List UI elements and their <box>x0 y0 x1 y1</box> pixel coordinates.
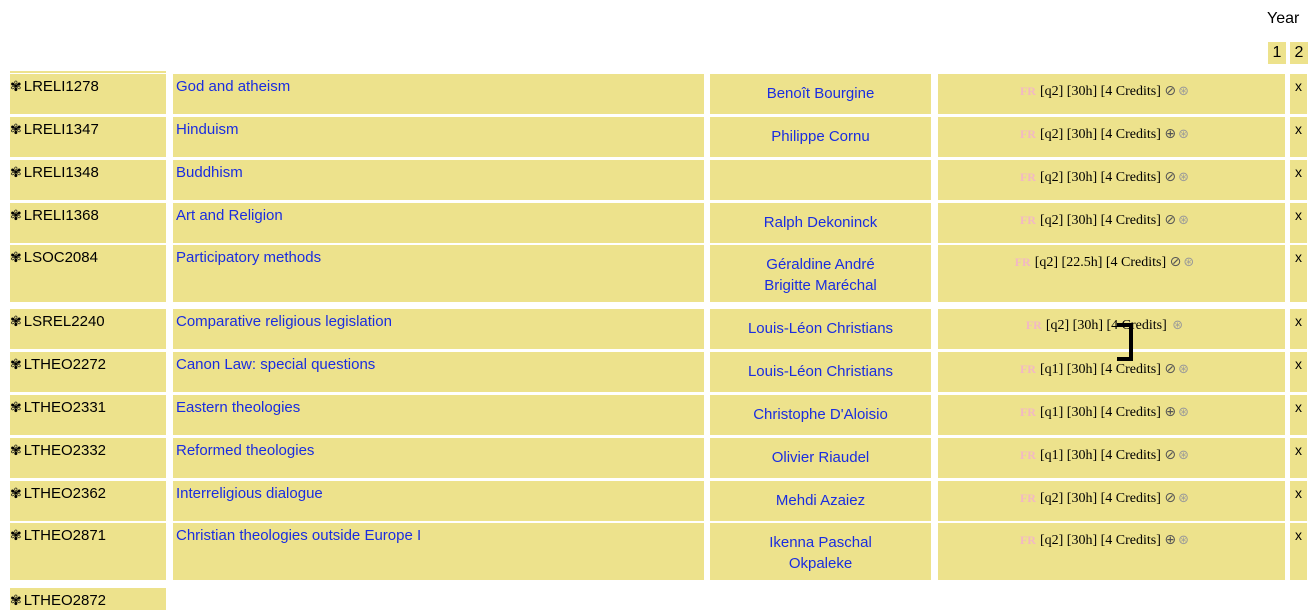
mode-icon: ⊕ <box>1164 532 1177 548</box>
course-title-link[interactable]: Hinduism <box>176 121 239 138</box>
course-title-cell <box>173 523 704 580</box>
course-details: [q1] [30h] [4 Credits] <box>1039 362 1161 377</box>
mode-icon: ⊕ <box>1164 126 1177 142</box>
globe-icon: ⊛ <box>1178 362 1190 377</box>
course-info-cell <box>938 352 1271 392</box>
year-1-cell <box>1268 438 1285 478</box>
course-code <box>10 245 166 302</box>
language-badge: FR <box>1019 362 1036 376</box>
mode-icon: ⊘ <box>1164 447 1177 463</box>
course-title-cell <box>173 438 704 478</box>
year-2-cell <box>1290 352 1307 392</box>
course-title-link[interactable]: Canon Law: special questions <box>176 356 376 373</box>
teacher-link[interactable]: Olivier Riaudel <box>771 449 870 466</box>
language-badge: FR <box>1019 127 1036 141</box>
language-badge: FR <box>1019 405 1036 419</box>
year-2-mark: x <box>1295 313 1302 329</box>
course-code <box>10 588 166 610</box>
year-1-cell <box>1268 309 1285 349</box>
teacher-cell <box>710 245 931 302</box>
course-info-cell <box>938 309 1271 349</box>
course-details: [q2] [22.5h] [4 Credits] <box>1034 255 1167 270</box>
globe-icon: ⊛ <box>1178 84 1190 99</box>
course-title-cell <box>173 395 704 435</box>
course-info-cell <box>938 395 1271 435</box>
year-2-cell <box>1290 481 1307 521</box>
year-2-cell <box>1290 74 1307 114</box>
language-badge: FR <box>1019 448 1036 462</box>
year-2-header: 2 <box>1290 42 1308 64</box>
course-details: [q2] [30h] [4 Credits] <box>1039 533 1161 548</box>
bracket-marker <box>1117 323 1133 361</box>
course-title-link[interactable]: God and atheism <box>176 78 291 95</box>
language-badge: FR <box>1019 213 1036 227</box>
globe-icon: ⊛ <box>1178 405 1190 420</box>
language-badge: FR <box>1014 255 1031 269</box>
year-1-cell <box>1268 352 1285 392</box>
globe-icon: ⊛ <box>1178 448 1190 463</box>
teacher-link[interactable]: Brigitte Maréchal <box>764 277 877 294</box>
cross-icon[interactable]: ✾ <box>10 486 22 502</box>
cross-icon[interactable]: ✾ <box>10 314 22 330</box>
cross-icon[interactable]: ✾ <box>10 443 22 459</box>
course-title-cell <box>173 309 704 349</box>
year-2-mark: x <box>1295 249 1302 265</box>
course-details: [q2] [30h] [4 Credits] <box>1039 84 1161 99</box>
year-2-cell <box>1290 160 1307 200</box>
cross-icon[interactable]: ✾ <box>10 250 22 266</box>
year-2-cell <box>1290 245 1307 302</box>
teacher-link[interactable]: Louis-Léon Christians <box>747 320 894 337</box>
course-info-cell <box>938 523 1271 580</box>
teacher-link[interactable]: Ikenna Paschal <box>769 534 872 551</box>
year-2-cell <box>1290 395 1307 435</box>
mode-icon: ⊘ <box>1169 254 1182 270</box>
course-code <box>10 481 166 521</box>
cross-icon[interactable]: ✾ <box>10 593 22 609</box>
course-title-link[interactable]: Reformed theologies <box>176 442 315 459</box>
globe-icon: ⊛ <box>1183 255 1195 270</box>
year-1-cell <box>1268 74 1285 114</box>
year-2-mark: x <box>1295 78 1302 94</box>
course-code-text: LTHEO2332 <box>23 442 106 459</box>
course-code-text: LRELI1348 <box>23 164 99 181</box>
course-code <box>10 395 166 435</box>
course-code-text: LSOC2084 <box>23 249 98 266</box>
year-1-cell <box>1268 395 1285 435</box>
course-details: [q2] [30h] [4 Credits] <box>1045 318 1167 333</box>
course-details: [q2] [30h] [4 Credits] <box>1039 170 1161 185</box>
course-title-cell <box>173 160 704 200</box>
teacher-cell <box>710 309 931 349</box>
teacher-link[interactable]: Philippe Cornu <box>771 128 870 145</box>
course-code <box>10 309 166 349</box>
course-title-link[interactable]: Art and Religion <box>176 207 283 224</box>
year-1-cell <box>1268 117 1285 157</box>
language-badge: FR <box>1019 491 1036 505</box>
course-code <box>10 352 166 392</box>
course-title-link[interactable]: Christian theologies outside Europe I <box>176 527 422 544</box>
year-1-cell <box>1268 523 1285 580</box>
course-code-text: LTHEO2272 <box>23 356 106 373</box>
year-2-cell <box>1290 523 1307 580</box>
teacher-cell <box>710 438 931 478</box>
divider <box>10 71 166 73</box>
course-code <box>10 117 166 157</box>
cross-icon[interactable]: ✾ <box>10 528 22 544</box>
course-info-cell <box>938 74 1271 114</box>
year-1-cell <box>1268 160 1285 200</box>
year-1-header: 1 <box>1268 42 1286 64</box>
cross-icon[interactable]: ✾ <box>10 208 22 224</box>
course-title-cell <box>173 74 704 114</box>
course-title-link[interactable]: Interreligious dialogue <box>176 485 323 502</box>
teacher-cell <box>710 203 931 243</box>
year-2-mark: x <box>1295 485 1302 501</box>
year-2-cell <box>1290 203 1307 243</box>
year-2-mark: x <box>1295 399 1302 415</box>
course-title-cell <box>173 352 704 392</box>
course-title-link[interactable]: Participatory methods <box>176 249 322 266</box>
globe-icon: ⊛ <box>1178 127 1190 142</box>
teacher-cell <box>710 117 931 157</box>
course-code-text: LTHEO2872 <box>23 592 106 609</box>
globe-icon: ⊛ <box>1178 213 1190 228</box>
teacher-link[interactable]: Benoît Bourgine <box>766 85 875 102</box>
course-code <box>10 203 166 243</box>
course-title-link[interactable]: Eastern theologies <box>176 399 301 416</box>
course-title-link[interactable]: Buddhism <box>176 164 243 181</box>
teacher-cell <box>710 352 931 392</box>
course-info-cell <box>938 117 1271 157</box>
course-info-cell <box>938 203 1271 243</box>
globe-icon: ⊛ <box>1172 318 1184 333</box>
course-title-cell <box>173 481 704 521</box>
course-title-link[interactable]: Comparative religious legislation <box>176 313 392 330</box>
teacher-link[interactable]: Okpaleke <box>788 555 853 572</box>
year-header: Year <box>1267 10 1300 27</box>
course-info-cell <box>938 438 1271 478</box>
course-title-cell <box>173 117 704 157</box>
language-badge: FR <box>1019 170 1036 184</box>
year-2-mark: x <box>1295 527 1302 543</box>
course-details: [q1] [30h] [4 Credits] <box>1039 448 1161 463</box>
globe-icon: ⊛ <box>1178 170 1190 185</box>
mode-icon: ⊘ <box>1164 212 1177 228</box>
cross-icon[interactable]: ✾ <box>10 357 22 373</box>
mode-icon: ⊘ <box>1164 361 1177 377</box>
language-badge: FR <box>1019 84 1036 98</box>
teacher-link[interactable]: Géraldine André <box>766 256 875 273</box>
year-2-mark: x <box>1295 356 1302 372</box>
mode-icon: ⊕ <box>1164 404 1177 420</box>
year-2-cell <box>1290 438 1307 478</box>
year-1-cell <box>1268 481 1285 521</box>
course-code <box>10 438 166 478</box>
teacher-cell <box>710 160 931 200</box>
year-2-cell <box>1290 309 1307 349</box>
course-code <box>10 74 166 114</box>
course-title-cell <box>173 245 704 302</box>
cross-icon[interactable]: ✾ <box>10 79 22 95</box>
teacher-link[interactable]: Mehdi Azaiez <box>775 492 866 509</box>
mode-icon: ⊘ <box>1164 490 1177 506</box>
mode-icon: ⊘ <box>1164 169 1177 185</box>
cross-icon[interactable]: ✾ <box>10 165 22 181</box>
course-code-text: LTHEO2331 <box>23 399 106 416</box>
course-info-cell <box>938 481 1271 521</box>
course-code-text: LRELI1368 <box>23 207 99 224</box>
teacher-link[interactable]: Louis-Léon Christians <box>747 363 894 380</box>
teacher-cell <box>710 74 931 114</box>
language-badge: FR <box>1025 318 1042 332</box>
course-info-cell <box>938 245 1271 302</box>
course-code <box>10 523 166 580</box>
globe-icon: ⊛ <box>1178 491 1190 506</box>
globe-icon: ⊛ <box>1178 533 1190 548</box>
course-title-cell <box>173 203 704 243</box>
year-1-cell <box>1268 245 1285 302</box>
year-1-cell <box>1268 203 1285 243</box>
teacher-cell <box>710 395 931 435</box>
course-code-text: LTHEO2362 <box>23 485 106 502</box>
mode-icon: ⊘ <box>1164 83 1177 99</box>
teacher-cell <box>710 481 931 521</box>
course-code-text: LRELI1278 <box>23 78 99 95</box>
course-details: [q2] [30h] [4 Credits] <box>1039 213 1161 228</box>
teacher-link[interactable]: Christophe D'Aloisio <box>753 406 888 423</box>
course-code-text: LSREL2240 <box>23 313 105 330</box>
course-details: [q2] [30h] [4 Credits] <box>1039 491 1161 506</box>
cross-icon[interactable]: ✾ <box>10 400 22 416</box>
teacher-cell <box>710 523 931 580</box>
teacher-link[interactable]: Ralph Dekoninck <box>763 214 878 231</box>
course-info-cell <box>938 160 1271 200</box>
year-2-mark: x <box>1295 121 1302 137</box>
year-2-cell <box>1290 117 1307 157</box>
course-code-text: LTHEO2871 <box>23 527 106 544</box>
cross-icon[interactable]: ✾ <box>10 122 22 138</box>
year-2-mark: x <box>1295 207 1302 223</box>
year-2-mark: x <box>1295 164 1302 180</box>
course-details: [q1] [30h] [4 Credits] <box>1039 405 1161 420</box>
course-code-text: LRELI1347 <box>23 121 99 138</box>
course-code <box>10 160 166 200</box>
course-details: [q2] [30h] [4 Credits] <box>1039 127 1161 142</box>
year-2-mark: x <box>1295 442 1302 458</box>
language-badge: FR <box>1019 533 1036 547</box>
